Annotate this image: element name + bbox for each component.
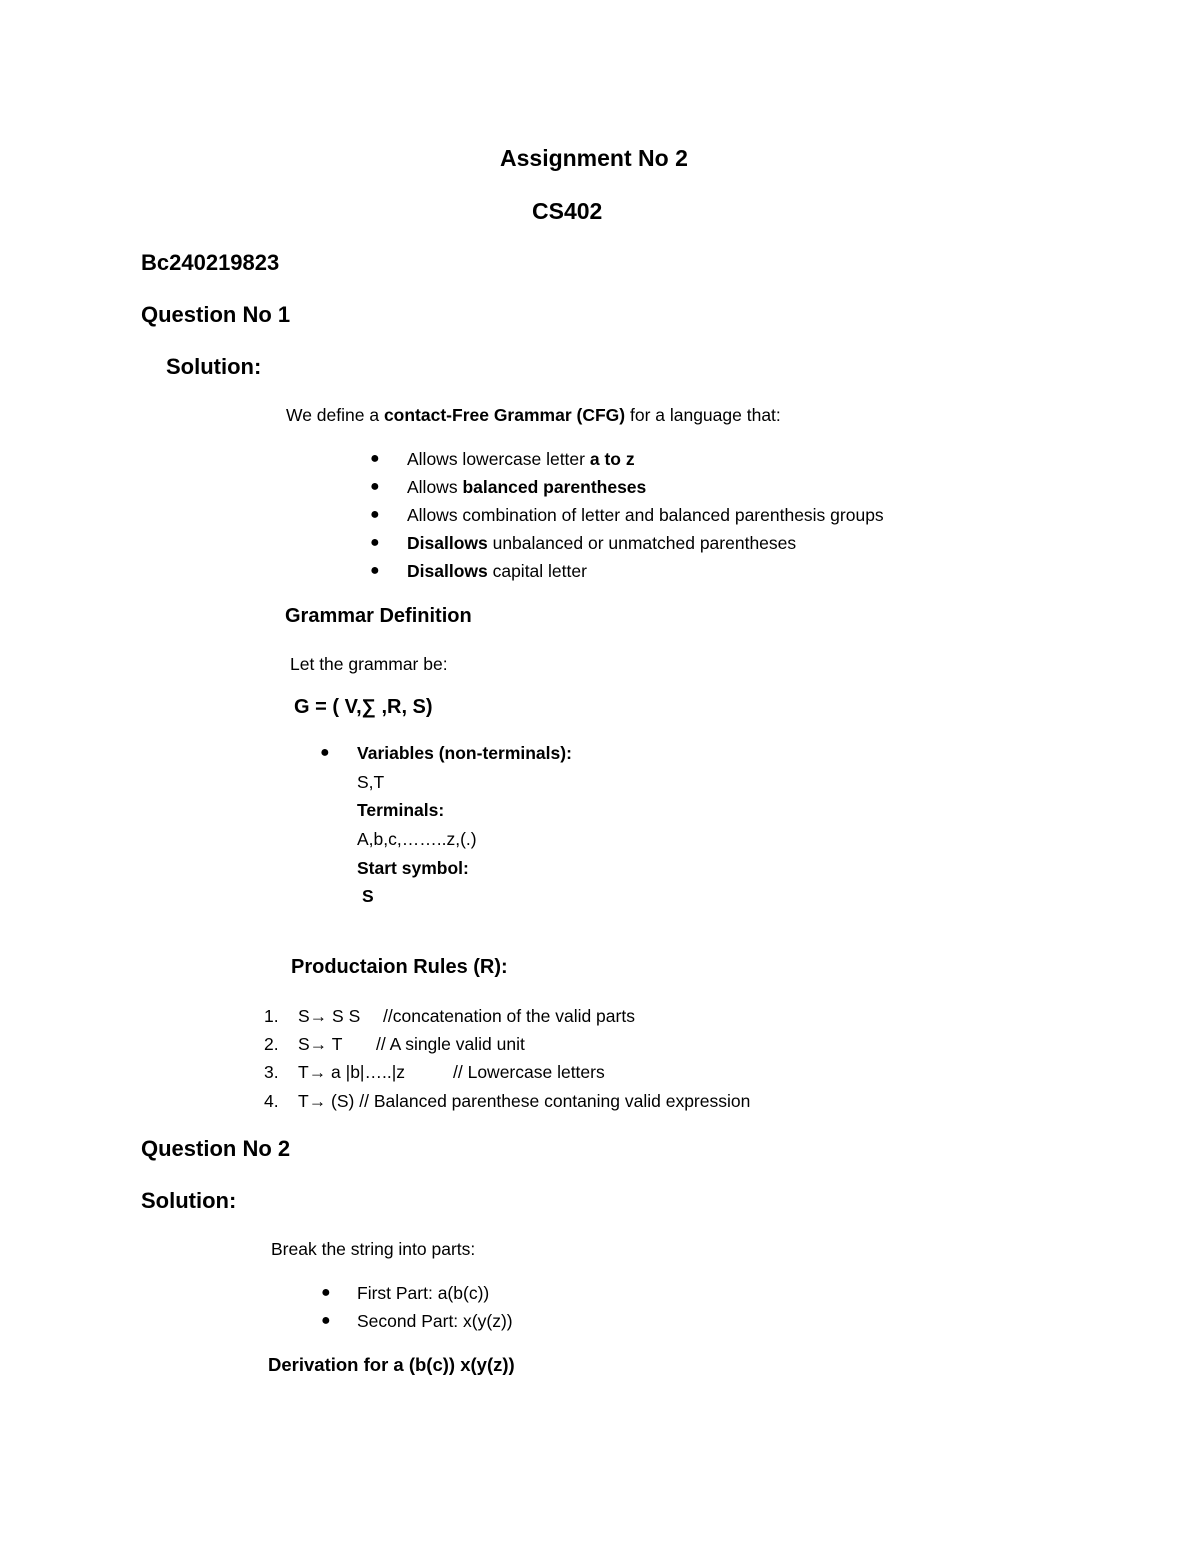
bullet-dot: ● (321, 1284, 331, 1301)
list-item (407, 477, 646, 498)
start-symbol-label: Start symbol: (357, 858, 469, 878)
list-item-bold: Disallows (407, 533, 488, 553)
production-rules-heading: Productaion Rules (R): (291, 956, 508, 978)
bullet-dot: ● (321, 1312, 331, 1329)
cfg-intro (286, 405, 781, 426)
bullet-dot: ● (370, 534, 380, 551)
list-item-text: Allows (407, 477, 463, 497)
rule-number: 4. (264, 1091, 279, 1111)
question-2-solution-label: Solution: (141, 1188, 237, 1213)
list-item-text: capital letter (487, 561, 587, 581)
bullet-dot: ● (370, 478, 380, 495)
list-item-bold: Disallows (407, 561, 488, 581)
list-item (407, 533, 796, 554)
list-item-text: Allows lowercase letter (407, 449, 590, 469)
list-item (407, 505, 884, 526)
terminals-label: Terminals: (357, 800, 445, 820)
list-item-bold: balanced parentheses (462, 477, 647, 497)
question-1-heading: Question No 1 (141, 302, 291, 327)
variables-value: S,T (357, 772, 385, 792)
grammar-intro: Let the grammar be: (290, 654, 448, 674)
list-item-bold: a to z (589, 449, 635, 469)
cfg-intro-text-end: for a language that: (625, 405, 781, 425)
start-symbol-value: S (362, 886, 374, 906)
list-item: First Part: a(b(c)) (357, 1283, 490, 1303)
rule-production: T→ a |b|…..|z (298, 1062, 405, 1082)
student-id: Bc240219823 (141, 250, 280, 275)
rule-production: S→ S S (298, 1006, 361, 1026)
list-item (407, 561, 587, 582)
rule-number: 3. (264, 1062, 279, 1082)
bullet-dot: ● (370, 562, 380, 579)
cfg-intro-bold: contact-Free Grammar (CFG) (383, 405, 626, 425)
question-2-heading: Question No 2 (141, 1136, 291, 1161)
grammar-tuple: G = ( V,∑ ,R, S) (294, 696, 433, 718)
rule-production: T→ (S) // Balanced parenthese contaning valid expression (298, 1091, 751, 1111)
list-item-text: unbalanced or unmatched parentheses (487, 533, 797, 553)
rule-comment: // A single valid unit (376, 1034, 525, 1054)
bullet-dot: ● (370, 506, 380, 523)
rule-comment: //concatenation of the valid parts (383, 1006, 635, 1026)
cfg-intro-text: We define a (286, 405, 384, 425)
question-1-solution-label: Solution: (166, 354, 262, 379)
q2-intro: Break the string into parts: (271, 1239, 476, 1259)
terminals-value: A,b,c,……..z,(.) (357, 829, 477, 849)
derivation-heading: Derivation for a (b(c)) x(y(z)) (268, 1354, 515, 1375)
rule-comment: // Lowercase letters (453, 1062, 605, 1082)
rule-production: S→ T (298, 1034, 343, 1054)
list-item-text: Allows combination of letter and balanced parenthesis groups (407, 505, 884, 525)
bullet-dot: ● (320, 744, 330, 761)
grammar-definition-heading: Grammar Definition (285, 605, 472, 627)
rule-number: 1. (264, 1006, 279, 1026)
document-title: Assignment No 2 (500, 145, 688, 171)
list-item: Second Part: x(y(z)) (357, 1311, 513, 1331)
bullet-dot: ● (370, 450, 380, 467)
rule-number: 2. (264, 1034, 279, 1054)
course-code: CS402 (532, 198, 603, 224)
variables-label: Variables (non-terminals): (357, 743, 572, 763)
list-item (407, 449, 635, 470)
